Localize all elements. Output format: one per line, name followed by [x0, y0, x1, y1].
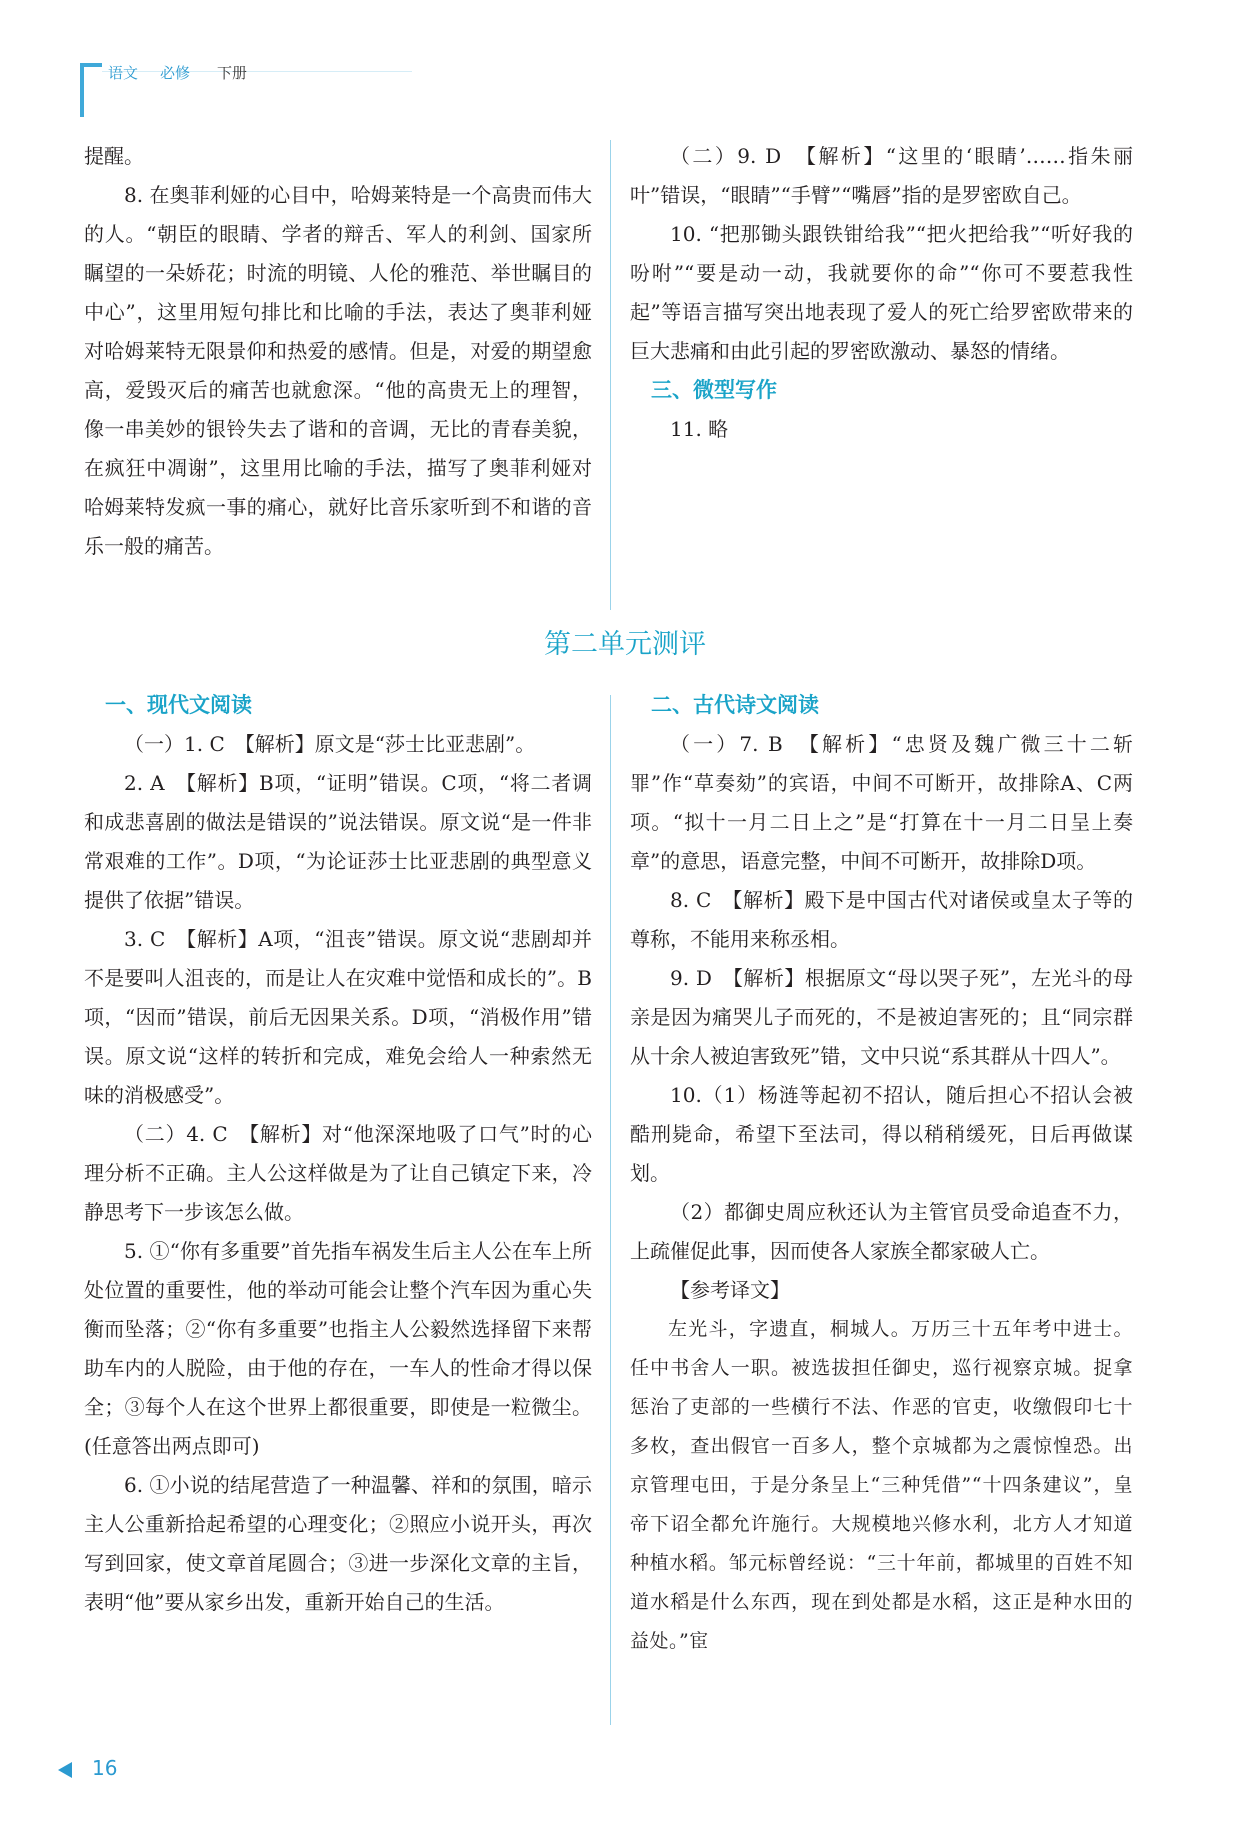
page-number: 16: [92, 1756, 118, 1780]
header-subject: 语文: [108, 64, 139, 82]
answer-paragraph: 6. ①小说的结尾营造了一种温馨、祥和的氛围，暗示主人公重新拾起希望的心理变化；②照应小说开头，再次写到回家，使文章首尾圆合；③进一步深化文章的主旨，表明“他”要从家乡出发，重新开始自己的生活。: [84, 1473, 592, 1614]
running-header: [80, 52, 400, 118]
answer-paragraph: 10. “把那锄头跟铁钳给我”“把火把给我”“听好我的吩咐”“要是动一动，我就要你的命”“你可不要惹我性起”等语言描写突出地表现了爱人的死亡给罗密欧带来的巨大悲痛和由此引起的罗密欧激动、暴怒的情绪。: [630, 222, 1133, 363]
answer-paragraph: （一）1. C 【解析】原文是“莎士比亚悲剧”。: [124, 732, 536, 756]
top-left-column: [84, 137, 592, 566]
reference-translation-label: 【参考译文】: [670, 1278, 790, 1302]
answer-paragraph: （2）都御史周应秋还认为主管官员受命追查不力，上疏催促此事，因而使各人家族全都家破人亡。: [630, 1200, 1133, 1263]
section-heading: 一、现代文阅读: [105, 693, 252, 717]
translation-paragraph: 左光斗，字遗直，桐城人。万历三十五年考中进士。任中书舍人一职。被选拔担任御史，巡行视察京城。捉拿惩治了吏部的一些横行不法、作恶的官吏，收缴假印七十多枚，查出假官一百多人，整个京城都为之震惊惶恐。出京管理屯田，于是分条呈上“三种凭借”“十四条建议”，皇帝下诏全都允许施行。大规模地兴修水利，北方人才知道种植水稻。邹元标曾经说：“三十年前，都城里的百姓不知道水稻是什么东西，现在到处都是水稻，这正是种水田的益处。”宦: [630, 1318, 1133, 1652]
answer-paragraph: 11. 略: [670, 417, 729, 441]
answer-paragraph: （二）4. C 【解析】对“他深深地吸了口气”时的心理分析不正确。主人公这样做是为了让自己镇定下来，冷静思考下一步该怎么做。: [84, 1122, 592, 1224]
header-accent-cap: [80, 63, 102, 67]
answer-paragraph: 3. C 【解析】A项，“沮丧”错误。原文说“悲剧却并不是要叫人沮丧的，而是让人在灾难中觉悟和成长的”。B项，“因而”错误，前后无因果关系。D项，“消极作用”错误。原文说“这样的转折和完成，难免会给人一种索然无味的消极感受”。: [84, 927, 592, 1107]
section-heading: 三、微型写作: [651, 378, 777, 402]
unit-title: 第二单元测评: [544, 629, 706, 660]
header-rule: [102, 71, 412, 72]
answer-paragraph: 8. C 【解析】殿下是中国古代对诸侯或皇太子等的尊称，不能用来称丞相。: [630, 888, 1133, 951]
answer-paragraph: 5. ①“你有多重要”首先指车祸发生后主人公在车上所处位置的重要性，他的举动可能会让整个汽车因为重心失衡而坠落；②“你有多重要”也指主人公毅然选择留下来帮助车内的人脱险，由于他的存在，一车人的性命才得以保全；③每个人在这个世界上都很重要，即使是一粒微尘。(任意答出两点即可): [84, 1239, 592, 1458]
header-accent-bar: [80, 63, 84, 117]
page-marker-triangle-icon: [58, 1762, 72, 1778]
answer-paragraph: （二）9. D 【解析】“这里的‘眼睛’……指朱丽叶”错误，“眼睛”“手臂”“嘴唇”指的是罗密欧自己。: [630, 144, 1133, 207]
section-heading: 二、古代诗文阅读: [651, 693, 819, 717]
answer-paragraph: 8. 在奥菲利娅的心目中，哈姆莱特是一个高贵而伟大的人。“朝臣的眼睛、学者的辩舌、军人的利剑、国家所瞩望的一朵娇花；时流的明镜、人伦的雅范、举世瞩目的中心”，这里用短句排比和比喻的手法，表达了奥菲利娅对哈姆莱特无限景仰和热爱的感情。但是，对爱的期望愈高，爱毁灭后的痛苦也就愈深。“他的高贵无上的理智，像一串美妙的银铃失去了谐和的音调，无比的青春美貌，在疯狂中凋谢”，这里用比喻的手法，描写了奥菲利娅对哈姆莱特发疯一事的痛心，就好比音乐家听到不和谐的音乐一般的痛苦。: [84, 183, 592, 558]
bottom-left-column: [84, 686, 592, 1622]
header-volume: 下册: [217, 64, 248, 82]
answer-paragraph: 9. D 【解析】根据原文“母以哭子死”，左光斗的母亲是因为痛哭儿子而死的，不是被迫害死的；且“同宗群从十余人被迫害致死”错，文中只说“系其群从十四人”。: [630, 966, 1133, 1068]
bottom-right-column: [630, 686, 1133, 1661]
top-right-column: [630, 137, 1133, 449]
answer-paragraph: （一）7. B 【解析】“忠贤及魏广微三十二斩罪”作“草奏劾”的宾语，中间不可断开，故排除A、C两项。“拟十一月二日上之”是“打算在十一月二日呈上奏章”的意思，语意完整，中间不可断开，故排除D项。: [630, 732, 1133, 873]
column-divider: [610, 695, 611, 1725]
answer-paragraph: 10.（1）杨涟等起初不招认，随后担心不招认会被酷刑毙命，希望下至法司，得以稍稍缓死，日后再做谋划。: [630, 1083, 1133, 1185]
answer-paragraph: 2. A 【解析】B项，“证明”错误。C项，“将二者调和成悲喜剧的做法是错误的”说法错误。原文说“是一件非常艰难的工作”。D项，“为论证莎士比亚悲剧的典型意义提供了依据”错误。: [84, 771, 592, 912]
reference-translation: [630, 1310, 1133, 1661]
header-type: 必修: [160, 64, 191, 82]
column-divider: [610, 140, 611, 610]
answer-paragraph: 提醒。: [84, 144, 144, 168]
